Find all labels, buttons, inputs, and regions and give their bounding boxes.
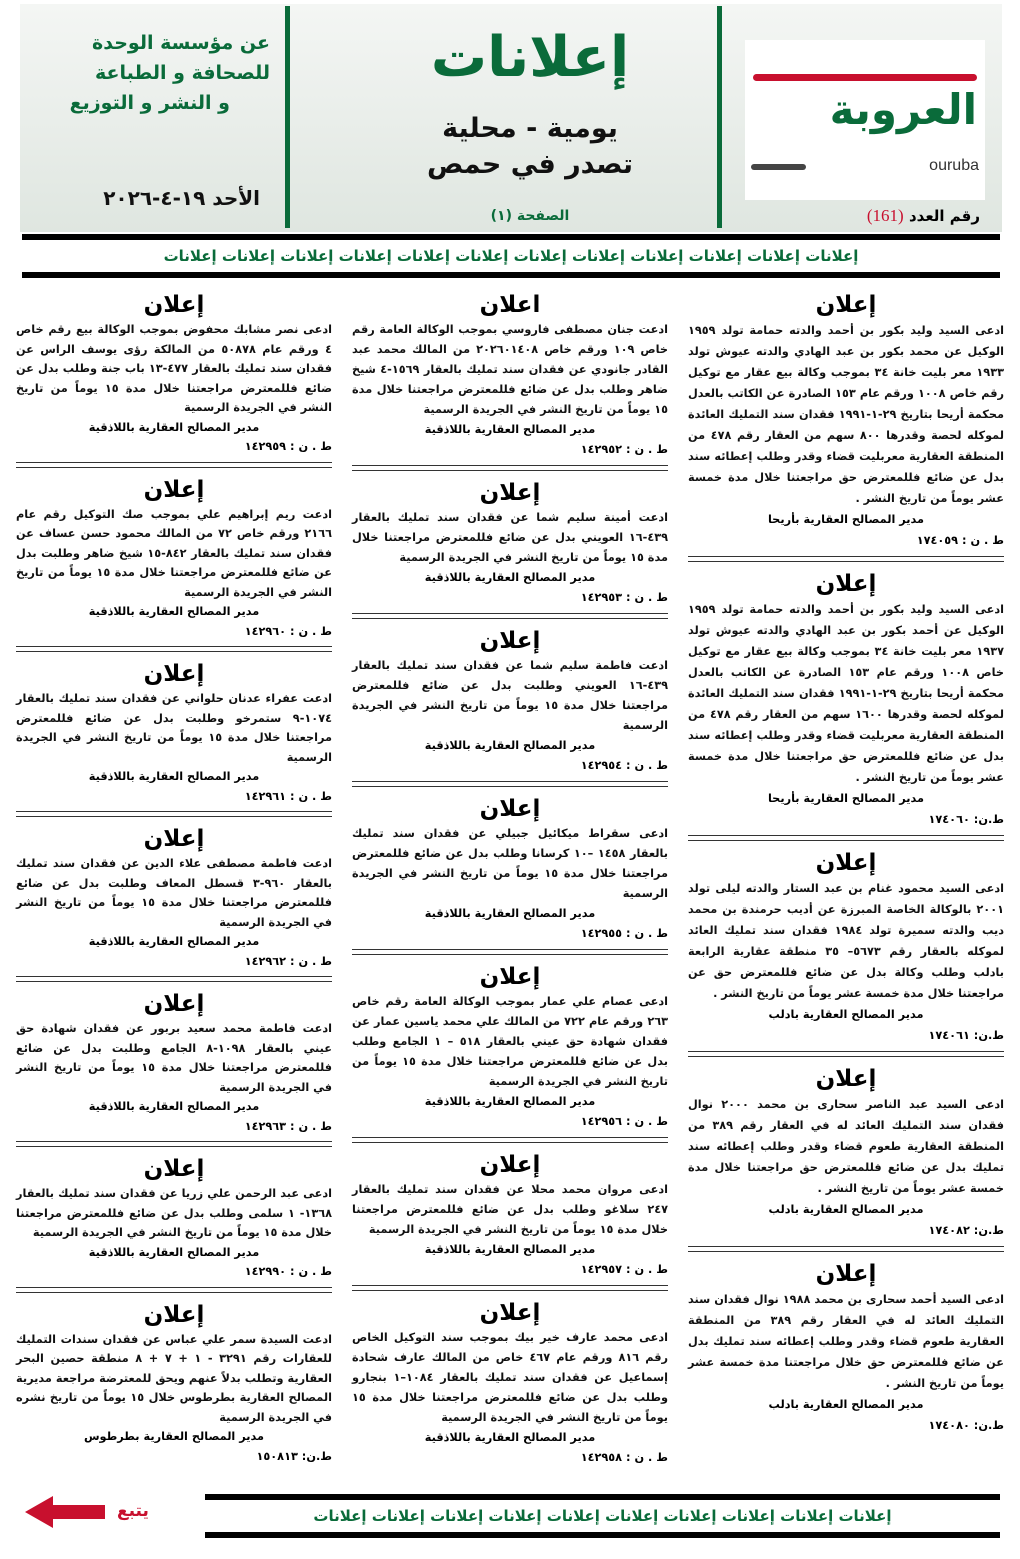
top-banner bbox=[22, 234, 1000, 278]
separator bbox=[688, 835, 1004, 841]
announcement bbox=[688, 290, 1004, 569]
announcement bbox=[352, 794, 668, 962]
announcement-title: إعلان bbox=[479, 964, 541, 990]
announcement-signature: مدير المصالح العقارية باللاذقية bbox=[88, 605, 260, 618]
announcement-body: ادعى السيد عبد الناصر سحارى بن محمد ٢٠٠٠ نوال فقدان سند التمليك العائد له في العقار رقم ٣٨٩ من المنطقة العقارية طعوم قضاء وقدر وطلب إعطائه سند تمليك بدل عن ضائع فللمعترض حق مراجعتنا خلال مدة خمسة عشر يوماً من تاريخ النشر . bbox=[688, 1098, 1004, 1195]
rule bbox=[205, 1494, 1000, 1500]
announcement-ref: ط.ن: ١٧٤٠٨٢ bbox=[928, 1224, 1004, 1237]
subtitle: يومية - محلية bbox=[442, 113, 618, 144]
announcement-title: إعلان bbox=[479, 1152, 541, 1178]
announcement-signature: مدير المصالح العقارية بادلب bbox=[768, 1008, 924, 1021]
announcement-title: إعلان bbox=[479, 480, 541, 506]
column-right bbox=[688, 290, 1004, 1440]
follow-label: يتبع bbox=[117, 1501, 149, 1521]
logo-bar bbox=[751, 164, 806, 170]
announcement bbox=[352, 1150, 668, 1298]
announcement bbox=[16, 659, 332, 824]
announcement bbox=[16, 475, 332, 660]
masthead bbox=[20, 4, 1002, 232]
announcement-body: ادعى السيد وليد بكور بن أحمد والدته حمامة تولد ١٩٥٩ الوكيل عن محمد بكور بن عبد الهادي والدته عيوش تولد ١٩٣٣ معر بليت خانة ٣٤ بموجب وكالة بيع عقار مع توكيل رقم خاص ١٠٠٨ ورقم عام ١٥٣ الصادرة عن الكاتب بالعدل محكمة أريحا بتاريخ ٢٩-١-١٩٩١ فقدان سند التمليك العائدة لموكله لحصة وقدرها ٨٠٠ سهم من العقار رقم ٤٧٨ من المنطقة العقارية معربليت قضاء وقدر وطلب إعطائه سند بدل عن ضائع فللمعترض حق مراجعتنا خلال مدة خمسة عشر يوماً من تاريخ النشر . bbox=[688, 324, 1005, 505]
announcement bbox=[688, 1064, 1004, 1259]
logo bbox=[745, 40, 985, 200]
separator bbox=[16, 1287, 332, 1293]
subtitle: تصدر في حمص bbox=[426, 149, 634, 180]
announcement-body: ادعى السيد وليد بكور بن أحمد والدته حمامة تولد ١٩٥٩ الوكيل عن أحمد بكور بن عبد الهادي والدته عيوش تولد ١٩٣٧ معر بليت خانة ٣٤ بموجب وكالة بيع عقار مع توكيل خاص ١٠٠٨ ورقم عام ١٥٣ الصادرة عن الكاتب بالعدل محكمة أريحا بتاريخ ٢٩-١-١٩٩١ فقدان سند التمليك العائدة لموكله لحصة وقدرها ١٦٠٠ سهم من العقار رقم ٤٧٨ من المنطقة العقارية معربليت قضاء وقدر وطلب إعطائه سند بدل عن ضائع فللمعترض حق مراجعتنا خلال مدة خمسة عشر يوماً من تاريخ النشر . bbox=[688, 603, 1004, 784]
announcement-ref: ط . ن : ١٧٤٠٥٩ bbox=[916, 534, 1004, 547]
announcement-title: إعلان bbox=[143, 476, 205, 503]
announcement-ref: ط.ن: ١٧٤٠٦٠ bbox=[928, 813, 1004, 826]
bottom-banner bbox=[205, 1494, 1000, 1538]
announcement-signature: مدير المصالح العقارية باللاذقية bbox=[88, 1245, 260, 1259]
announcement-title: إعلان bbox=[815, 850, 877, 876]
separator bbox=[352, 613, 668, 619]
announcement-signature: مدير المصالح العقارية بادلب bbox=[768, 1203, 924, 1216]
announcement-ref: ط . ن : ١٤٢٩٦٠ bbox=[244, 624, 332, 638]
announcement bbox=[352, 962, 668, 1150]
announcement-ref: ط . ن : ١٤٢٩٥٣ bbox=[580, 591, 668, 604]
announcement-body: ادعت ريم إبراهيم علي بموجب صك التوكيل رقم عام ٢١٦٦ ورقم خاص ٧٢ من المالك محمود حسن عساف عن فقدان سند تمليك بالعقار ٨٤٢-١٥ شيخ ضاهر وطلبت بدل عن ضائع فللمعترض مراجعتنا خلال مدة ١٥ يوماً من تاريخ النشر في الجريدة الرسمية bbox=[16, 507, 332, 599]
announcement-title: إعلان bbox=[479, 628, 541, 654]
announcement-signature: مدير المصالح العقارية بأريحا bbox=[767, 513, 925, 526]
announcement-body: ادعى عبد الرحمن علي زريا عن فقدان سند تمليك بالعقار ١٣٦٨- ١ سلمى وطلب بدل عن ضائع فللمعترض مراجعتنا خلال مدة ١٥ يوماً من تاريخ النشر في الجريدة الرسمية bbox=[16, 1187, 333, 1239]
column-middle bbox=[352, 290, 668, 1472]
announcement-ref: ط . ن : ١٤٢٩٩٠ bbox=[244, 1265, 332, 1278]
publisher-line: للصحافة و الطباعة bbox=[95, 62, 270, 84]
announcement-ref: ط.ن: ١٧٤٠٨٠ bbox=[928, 1419, 1004, 1432]
divider bbox=[285, 6, 290, 228]
announcement-signature: مدير المصالح العقارية بأريحا bbox=[767, 792, 925, 805]
separator bbox=[16, 976, 332, 982]
announcement-body: ادعت أمينة سليم شما عن فقدان سند تمليك بالعقار ٤٣٩-١٦ العويني بدل عن ضائع فللمعترض مراجعتنا خلال مدة ١٥ يوماً من تاريخ النشر في الجريدة الرسمية bbox=[352, 511, 668, 564]
separator bbox=[352, 949, 668, 955]
announcement bbox=[352, 1298, 668, 1472]
publisher-line: عن مؤسسة الوحدة bbox=[92, 32, 270, 54]
announcement-signature: مدير المصالح العقارية باللاذقية bbox=[88, 420, 260, 434]
page-title: إعلانات bbox=[430, 25, 630, 90]
announcement-ref: ط.ن: ١٥٠٨١٣ bbox=[256, 1449, 332, 1463]
announcement-body: ادعت فاطمة محمد سعيد بربور عن فقدان شهادة حق عيني بالعقار ١٠٩٨-٨ الجامع وطلبت بدل عن ضائع فللمعترض مراجعتنا خلال مدة ١٥ يوماً من تاريخ النشر في الجريدة الرسمية bbox=[16, 1022, 332, 1094]
announcement bbox=[688, 1259, 1004, 1440]
separator bbox=[688, 1246, 1004, 1252]
announcement-signature: مدير المصالح العقارية باللاذقية bbox=[424, 1095, 596, 1108]
announcement bbox=[16, 1300, 332, 1471]
announcement-body: ادعى محمد عارف خير بيك بموجب سند التوكيل الخاص رقم ٨١٦ ورقم عام ٤٦٧ خاص من المالك عارف شحادة إسماعيل عن فقدان سند تمليك بالعقار ١٠٨٤–١ بنجارو وطلب بدل عن ضائع فللمعترض مراجعتنا خلال مدة ١٥ يوماً من تاريخ النشر في الجريدة الرسمية bbox=[352, 1331, 668, 1424]
separator bbox=[16, 1141, 332, 1147]
separator bbox=[688, 1051, 1004, 1057]
announcement-signature: مدير المصالح العقارية باللاذقية bbox=[88, 770, 260, 783]
announcement-body: ادعت جنان مصطفى فاروسي بموجب الوكالة العامة رقم خاص ١٠٩ ورقم خاص ٢٠٢٦٠١٤٠٨ من المالك محمد عبد القادر جانودي عن فقدان سند تمليك بالعقار ١٥٦٩-٤ شيخ ضاهر وطلب بدل عن ضائع فللمعترض مراجعتنا خلال مدة ١٥ يوماً من تاريخ النشر في الجريدة الرسمية bbox=[352, 323, 668, 416]
separator bbox=[352, 1137, 668, 1143]
banner-text: إعلانات إعلانات إعلانات إعلانات إعلانات إعلانات إعلانات إعلانات إعلانات إعلانات إعلانات إعلانات bbox=[163, 247, 859, 265]
announcement-ref: ط . ن : ١٤٢٩٥٥ bbox=[580, 927, 668, 940]
announcement-body: ادعت فاطمة مصطفى علاء الدين عن فقدان سند تمليك بالعقار ٩٦٠-٣ قسطل المعاف وطلبت بدل عن ضائع فللمعترض مراجعتنا خلال مدة ١٥ يوماً من تاريخ النشر في الجريدة الرسمية bbox=[16, 857, 332, 929]
announcement-title: إعلان bbox=[143, 661, 205, 687]
separator bbox=[352, 1285, 668, 1291]
separator bbox=[16, 646, 332, 652]
rule bbox=[205, 1532, 1000, 1538]
page-number: الصفحة (١) bbox=[490, 208, 570, 224]
announcement-title: إعلان bbox=[479, 1300, 541, 1326]
issue-number bbox=[780, 206, 980, 226]
announcement-title: إعلان bbox=[143, 292, 205, 318]
announcement-signature: مدير المصالح العقارية باللاذقية bbox=[424, 739, 596, 752]
announcement bbox=[352, 478, 668, 626]
announcement-title: إعلان bbox=[143, 991, 205, 1017]
announcement-signature: مدير المصالح العقارية باللاذقية bbox=[424, 1431, 596, 1444]
announcement bbox=[16, 989, 332, 1154]
announcement-body: ادعت فاطمة سليم شما عن فقدان سند تمليك بالعقار ٤٣٩-١٦ العويني وطلبت بدل عن ضائع فللمعترض مراجعتنا خلال مدة ١٥ يوماً من تاريخ النشر في الجريدة الرسمية bbox=[352, 659, 669, 732]
logo-bar bbox=[753, 74, 977, 81]
announcement-ref: ط.ن: ١٧٤٠٦١ bbox=[928, 1029, 1004, 1042]
publisher bbox=[40, 28, 270, 118]
announcement-body: ادعى مروان محمد محلا عن فقدان سند تمليك بالعقار ٢٤٧ سلاغو وطلب بدل عن ضائع فللمعترض مراجعتنا خلال مدة ١٥ يوماً من تاريخ النشر في الجريدة الرسمية bbox=[352, 1183, 668, 1236]
separator bbox=[16, 462, 332, 468]
announcement-ref: ط . ن : ١٤٢٩٥٤ bbox=[580, 759, 668, 772]
announcement-ref: ط . ن : ١٤٢٩٥٢ bbox=[580, 443, 668, 456]
announcement-signature: مدير المصالح العقارية باللاذقية bbox=[88, 935, 260, 948]
announcement bbox=[352, 290, 668, 478]
banner-text: إعلانات إعلانات إعلانات إعلانات إعلانات إعلانات إعلانات إعلانات إعلانات إعلانات bbox=[313, 1507, 892, 1525]
announcement-body: ادعت عفراء عدنان حلواني عن فقدان سند تمليك بالعقار ١٠٧٤-٩ ستمرخو وطلبت بدل عن ضائع فللمعترض مراجعتنا خلال مدة ١٥ يوماً من تاريخ النشر في الجريدة الرسمية bbox=[16, 692, 333, 764]
publisher-line: و النشر و التوزيع bbox=[69, 92, 230, 114]
announcement-ref: ط . ن : ١٤٢٩٥٩ bbox=[244, 440, 332, 453]
announcement-signature: مدير المصالح العقارية بادلب bbox=[768, 1398, 924, 1411]
announcement-body: ادعت السيدة سمر علي عباس عن فقدان سندات التمليك للعقارات رقم ٣٢٩١ - ١ + ٧ + ٨ منطقة حصين البحر العقارية وتطلب بدلاً عنهم ويحق للمعترضة مراجعة مديرية المصالح العقارية بطرطوس خلال ١٥ يوماً من تاريخ نشره في الجريدة الرسمية bbox=[16, 1332, 332, 1424]
announcement-title: إعلان bbox=[815, 292, 877, 318]
announcement-title: إعلان bbox=[815, 571, 877, 597]
announcement bbox=[16, 824, 332, 989]
announcement bbox=[16, 1154, 332, 1300]
announcement-body: ادعى السيد أحمد سحارى بن محمد ١٩٨٨ نوال فقدان سند التمليك العائد له في العقار رقم ٣٨٩ من المنطقة العقارية طعوم قضاء وقدر وطلب إعطائه سند تمليك بدل عن ضائع فللمعترض حق خلال مراجعتنا مدة خمسة عشر يوماً من تاريخ النشر . bbox=[688, 1293, 1004, 1390]
announcement-signature: مدير المصالح العقارية باللاذقية bbox=[424, 423, 596, 436]
announcement bbox=[688, 848, 1004, 1064]
issue-value: (161) bbox=[866, 206, 904, 225]
announcement-ref: ط . ن : ١٤٢٩٥٧ bbox=[580, 1263, 668, 1276]
rule bbox=[22, 272, 1000, 278]
announcement bbox=[352, 626, 668, 794]
announcement-ref: ط . ن : ١٤٢٩٦١ bbox=[244, 789, 332, 803]
announcement-signature: مدير المصالح العقارية باللاذقية bbox=[88, 1100, 260, 1113]
announcement-title: إعلان bbox=[143, 1156, 205, 1182]
announcement-title: اعلان bbox=[479, 292, 541, 318]
announcement bbox=[16, 290, 332, 475]
issue-date: الأحد ١٩-٤-٢٠٢٦ bbox=[103, 186, 260, 210]
logo-latin: ouruba bbox=[929, 157, 979, 174]
announcement-signature: مدير المصالح العقارية باللاذقية bbox=[424, 1243, 596, 1256]
announcement-signature: مدير المصالح العقارية باللاذقية bbox=[424, 571, 596, 584]
announcement-ref: ط . ن : ١٤٢٩٥٦ bbox=[580, 1115, 668, 1128]
announcement-title: إعلان bbox=[815, 1066, 877, 1092]
separator bbox=[352, 465, 668, 471]
announcement-body: ادعى نصر مشابك محفوض بموجب الوكالة بيع رقم خاص ٤ ورقم عام ٥٠٨٧٨ من المالكة رؤى يوسف الراس عن فقدان سند تمليك بالعقار ٤٧٧-١٣ باب جنة وطلب بدل عن ضائع فللمعترض مراجعتنا خلال مدة ١٥ يوماً من تاريخ النشر في الجريدة الرسمية bbox=[16, 323, 332, 414]
announcement-body: ادعى السيد محمود غنام بن عبد الستار والدته ليلى تولد ٢٠٠١ بالوكالة الخاصة المبرزة عن أديب حرمندة بن محمد ديب والدته سميرة تولد ١٩٨٤ فقدان سند تمليك العائد لموكله بالعقار رقم ٥٦٧٣– ٣٥ منطقة عقارية الرابعة بادلب وطلب وكالة بدل عن ضائع فللمعترض حق عن مراجعتنا خلال مدة خمسة عشر يوماً من تاريخ النشر . bbox=[688, 882, 1005, 1000]
announcement-ref: ط . ن : ١٤٢٩٦٣ bbox=[244, 1119, 332, 1133]
arrow-left-icon bbox=[25, 1496, 105, 1528]
announcement-body: ادعى سقراط ميكائيل جبيلي عن فقدان سند تمليك بالعقار ١٤٥٨ –١٠ كرسانا وطلب بدل عن ضائع فللمعترض مراجعتنا خلال مدة ١٥ يوماً من تاريخ النشر في الجريدة الرسمية bbox=[352, 827, 669, 900]
rule bbox=[22, 234, 1000, 240]
announcement-signature: مدير المصالح العقارية باللاذقية bbox=[424, 907, 596, 920]
continued-indicator bbox=[25, 1494, 160, 1530]
announcement bbox=[688, 569, 1004, 848]
announcement-body: ادعى عصام علي عمار بموجب الوكالة العامة رقم خاص ٢٦٣ ورقم عام ٧٢٢ من المالك علي محمد ياسين عمار عن فقدان شهادة حق عيني بالعقار ٥١٨ – ١ الجامع وطلب بدل عن ضائع فللمعترض مراجعتنا خلال مدة ١٥ يوماً من تاريخ النشر في الجريدة الرسمية bbox=[352, 995, 669, 1088]
announcement-signature: مدير المصالح العقارية بطرطوس bbox=[83, 1430, 265, 1443]
announcement-title: إعلان bbox=[143, 826, 205, 852]
announcement-ref: ط . ن : ١٤٢٩٥٨ bbox=[580, 1451, 668, 1464]
announcement-title: إعلان bbox=[479, 796, 541, 822]
separator bbox=[16, 811, 332, 817]
column-left bbox=[16, 290, 332, 1470]
separator bbox=[352, 781, 668, 787]
announcement-title: إعلان bbox=[143, 1301, 205, 1328]
announcement-title: إعلان bbox=[815, 1261, 877, 1287]
separator bbox=[688, 556, 1004, 562]
issue-label: رقم العدد bbox=[908, 207, 980, 225]
logo-text: العروبة bbox=[829, 85, 977, 134]
announcement-ref: ط . ن : ١٤٢٩٦٢ bbox=[244, 954, 332, 968]
